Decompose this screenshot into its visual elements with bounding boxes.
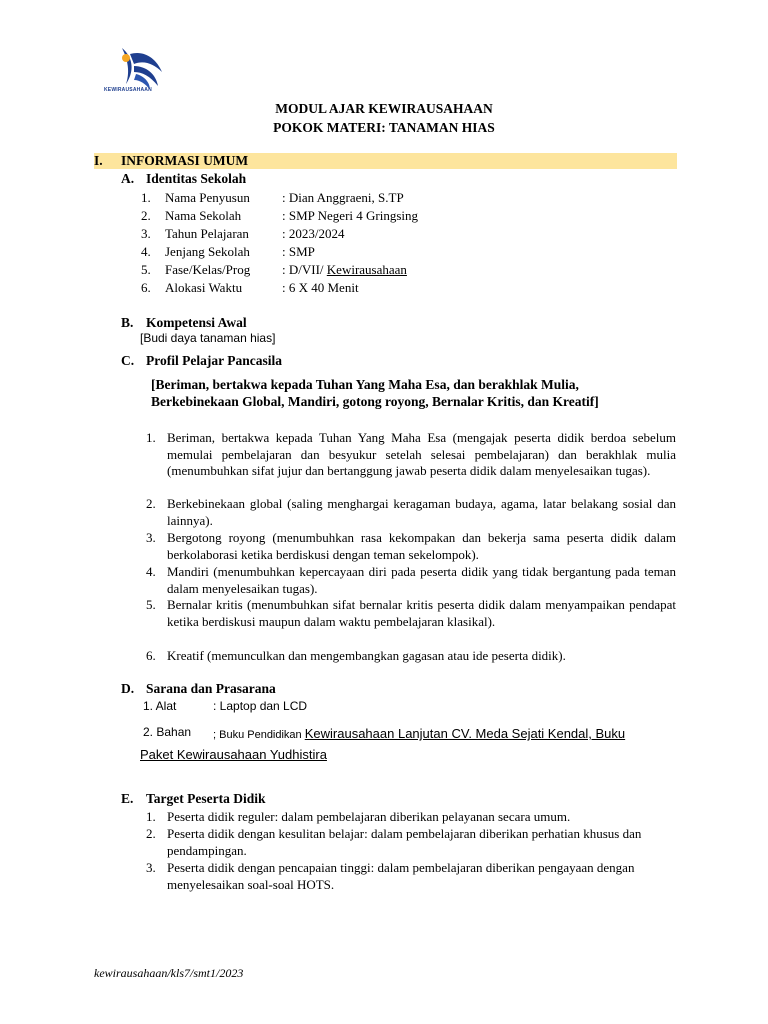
profil-item-number: 3. xyxy=(146,530,156,545)
section-number: I. xyxy=(94,153,103,168)
subsection-a-title: Identitas Sekolah xyxy=(146,171,247,186)
bahan-prefix: ; Buku Pendidikan xyxy=(213,729,305,741)
kompetensi-text-main: [Budi daya tanaman hias xyxy=(140,331,273,345)
row-key: Tahun Pelajaran xyxy=(165,226,249,241)
profil-item-number: 6. xyxy=(146,648,156,663)
document-subtitle: POKOK MATERI: TANAMAN HIAS xyxy=(273,120,495,135)
bahan-label: 2. Bahan xyxy=(143,725,192,739)
logo-text: KEWIRAUSAHAAN xyxy=(104,87,152,93)
subsection-d-letter: D. xyxy=(121,681,135,696)
profil-item-number: 1. xyxy=(146,430,156,445)
profil-item-text: Bergotong royong (menumbuhkan rasa kekompakan dan bekerja sama peserta didik dalam berkolaborasi ketika berdiskusi dengan teman sekelompok). xyxy=(167,530,676,562)
alat-label: 1. Alat xyxy=(143,699,177,713)
row-key: Jenjang Sekolah xyxy=(165,244,250,259)
subsection-d-title: Sarana dan Prasarana xyxy=(146,681,276,696)
row-number: 5. xyxy=(141,262,151,277)
profil-item-number: 2. xyxy=(146,496,156,511)
profil-item-text: Kreatif (memunculkan dan mengembangkan gagasan atau ide peserta didik). xyxy=(167,648,566,663)
section-title: INFORMASI UMUM xyxy=(121,153,249,168)
subsection-b-title: Kompetensi Awal xyxy=(146,315,247,330)
target-item-number: 2. xyxy=(146,826,156,841)
subsection-a-letter: A. xyxy=(121,171,135,186)
profil-item-text: Mandiri (menumbuhkan kepercayaan diri pada peserta didik yang tidak bergantung pada teman dalam menyelesaikan tugas). xyxy=(167,564,676,596)
row-value: : SMP Negeri 4 Gringsing xyxy=(282,208,419,223)
target-item-text: Peserta didik reguler: dalam pembelajaran diberikan pelayanan secara umum. xyxy=(167,809,571,824)
footer-text: kewirausahaan/kls7/smt1/2023 xyxy=(94,966,244,980)
bahan-source-2: Paket Kewirausahaan Yudhistira xyxy=(140,747,327,762)
target-item-text: Peserta didik dengan pencapaian tinggi: dalam pembelajaran diberikan pengayaan dengan menyelesaikan soal-soal HOTS. xyxy=(167,860,635,892)
target-item-number: 3. xyxy=(146,860,156,875)
subsection-c-title: Profil Pelajar Pancasila xyxy=(146,353,282,368)
row-key: Nama Sekolah xyxy=(165,208,242,223)
row-value-underlined: Kewirausahaan xyxy=(326,262,407,277)
profil-item-number: 4. xyxy=(146,564,156,579)
row-number: 3. xyxy=(141,226,151,241)
target-item-text: Peserta didik dengan kesulitan belajar: dalam pembelajaran diberikan perhatian khusus dan pendampingan. xyxy=(167,826,642,858)
row-number: 2. xyxy=(141,208,151,223)
row-value: : 2023/2024 xyxy=(282,226,345,241)
row-key: Fase/Kelas/Prog xyxy=(165,262,251,277)
profil-summary-line2: Berkebinekaan Global, Mandiri, gotong royong, Bernalar Kritis, dan Kreatif] xyxy=(151,394,599,409)
profil-summary-line1: [Beriman, bertakwa kepada Tuhan Yang Maha Esa, dan berakhlak Mulia, xyxy=(151,377,579,392)
bahan-value xyxy=(213,725,625,743)
row-value: : 6 X 40 Menit xyxy=(282,280,359,295)
subsection-c-letter: C. xyxy=(121,353,135,368)
row-key: Nama Penyusun xyxy=(165,190,250,205)
subsection-e-title: Target Peserta Didik xyxy=(146,791,266,806)
profil-item-text: Beriman, bertakwa kepada Tuhan Yang Maha Esa (mengajak peserta didik berdoa sebelum memulai pembelajaran dan besyukur setelah selesai pembelajaran) dan berakhlak mulia (menumbuhkan sifat jujur dan bertanggung jawab peserta didik dalam menyelesaikan tugas). xyxy=(167,430,676,478)
profil-item-number: 5. xyxy=(146,597,156,612)
bahan-source-1: Kewirausahaan Lanjutan CV. Meda Sejati Kendal, Buku xyxy=(304,726,626,741)
row-value xyxy=(282,262,407,278)
row-number: 1. xyxy=(141,190,151,205)
row-number: 4. xyxy=(141,244,151,259)
subsection-e-letter: E. xyxy=(121,791,134,806)
profil-item-text: Bernalar kritis (menumbuhkan sifat bernalar kritis peserta didik dalam menyampaikan pendapat ketika berdiskusi maupun dalam waktu pembelajaran klasikal). xyxy=(167,597,676,629)
document-title: MODUL AJAR KEWIRAUSAHAAN xyxy=(275,101,493,116)
target-item-number: 1. xyxy=(146,809,156,824)
kompetensi-text xyxy=(140,331,275,345)
row-value: : SMP xyxy=(282,244,315,259)
row-number: 6. xyxy=(141,280,151,295)
row-value-prefix: : D/VII/ xyxy=(282,262,327,277)
subsection-b-letter: B. xyxy=(121,315,134,330)
alat-value: : Laptop dan LCD xyxy=(213,699,308,713)
row-value: : Dian Anggraeni, S.TP xyxy=(282,190,404,205)
profil-item-text: Berkebinekaan global (saling menghargai keragaman budaya, agama, latar belakang sosial dan lainnya). xyxy=(167,496,676,528)
kompetensi-bracket: ] xyxy=(272,331,276,345)
row-key: Alokasi Waktu xyxy=(165,280,243,295)
